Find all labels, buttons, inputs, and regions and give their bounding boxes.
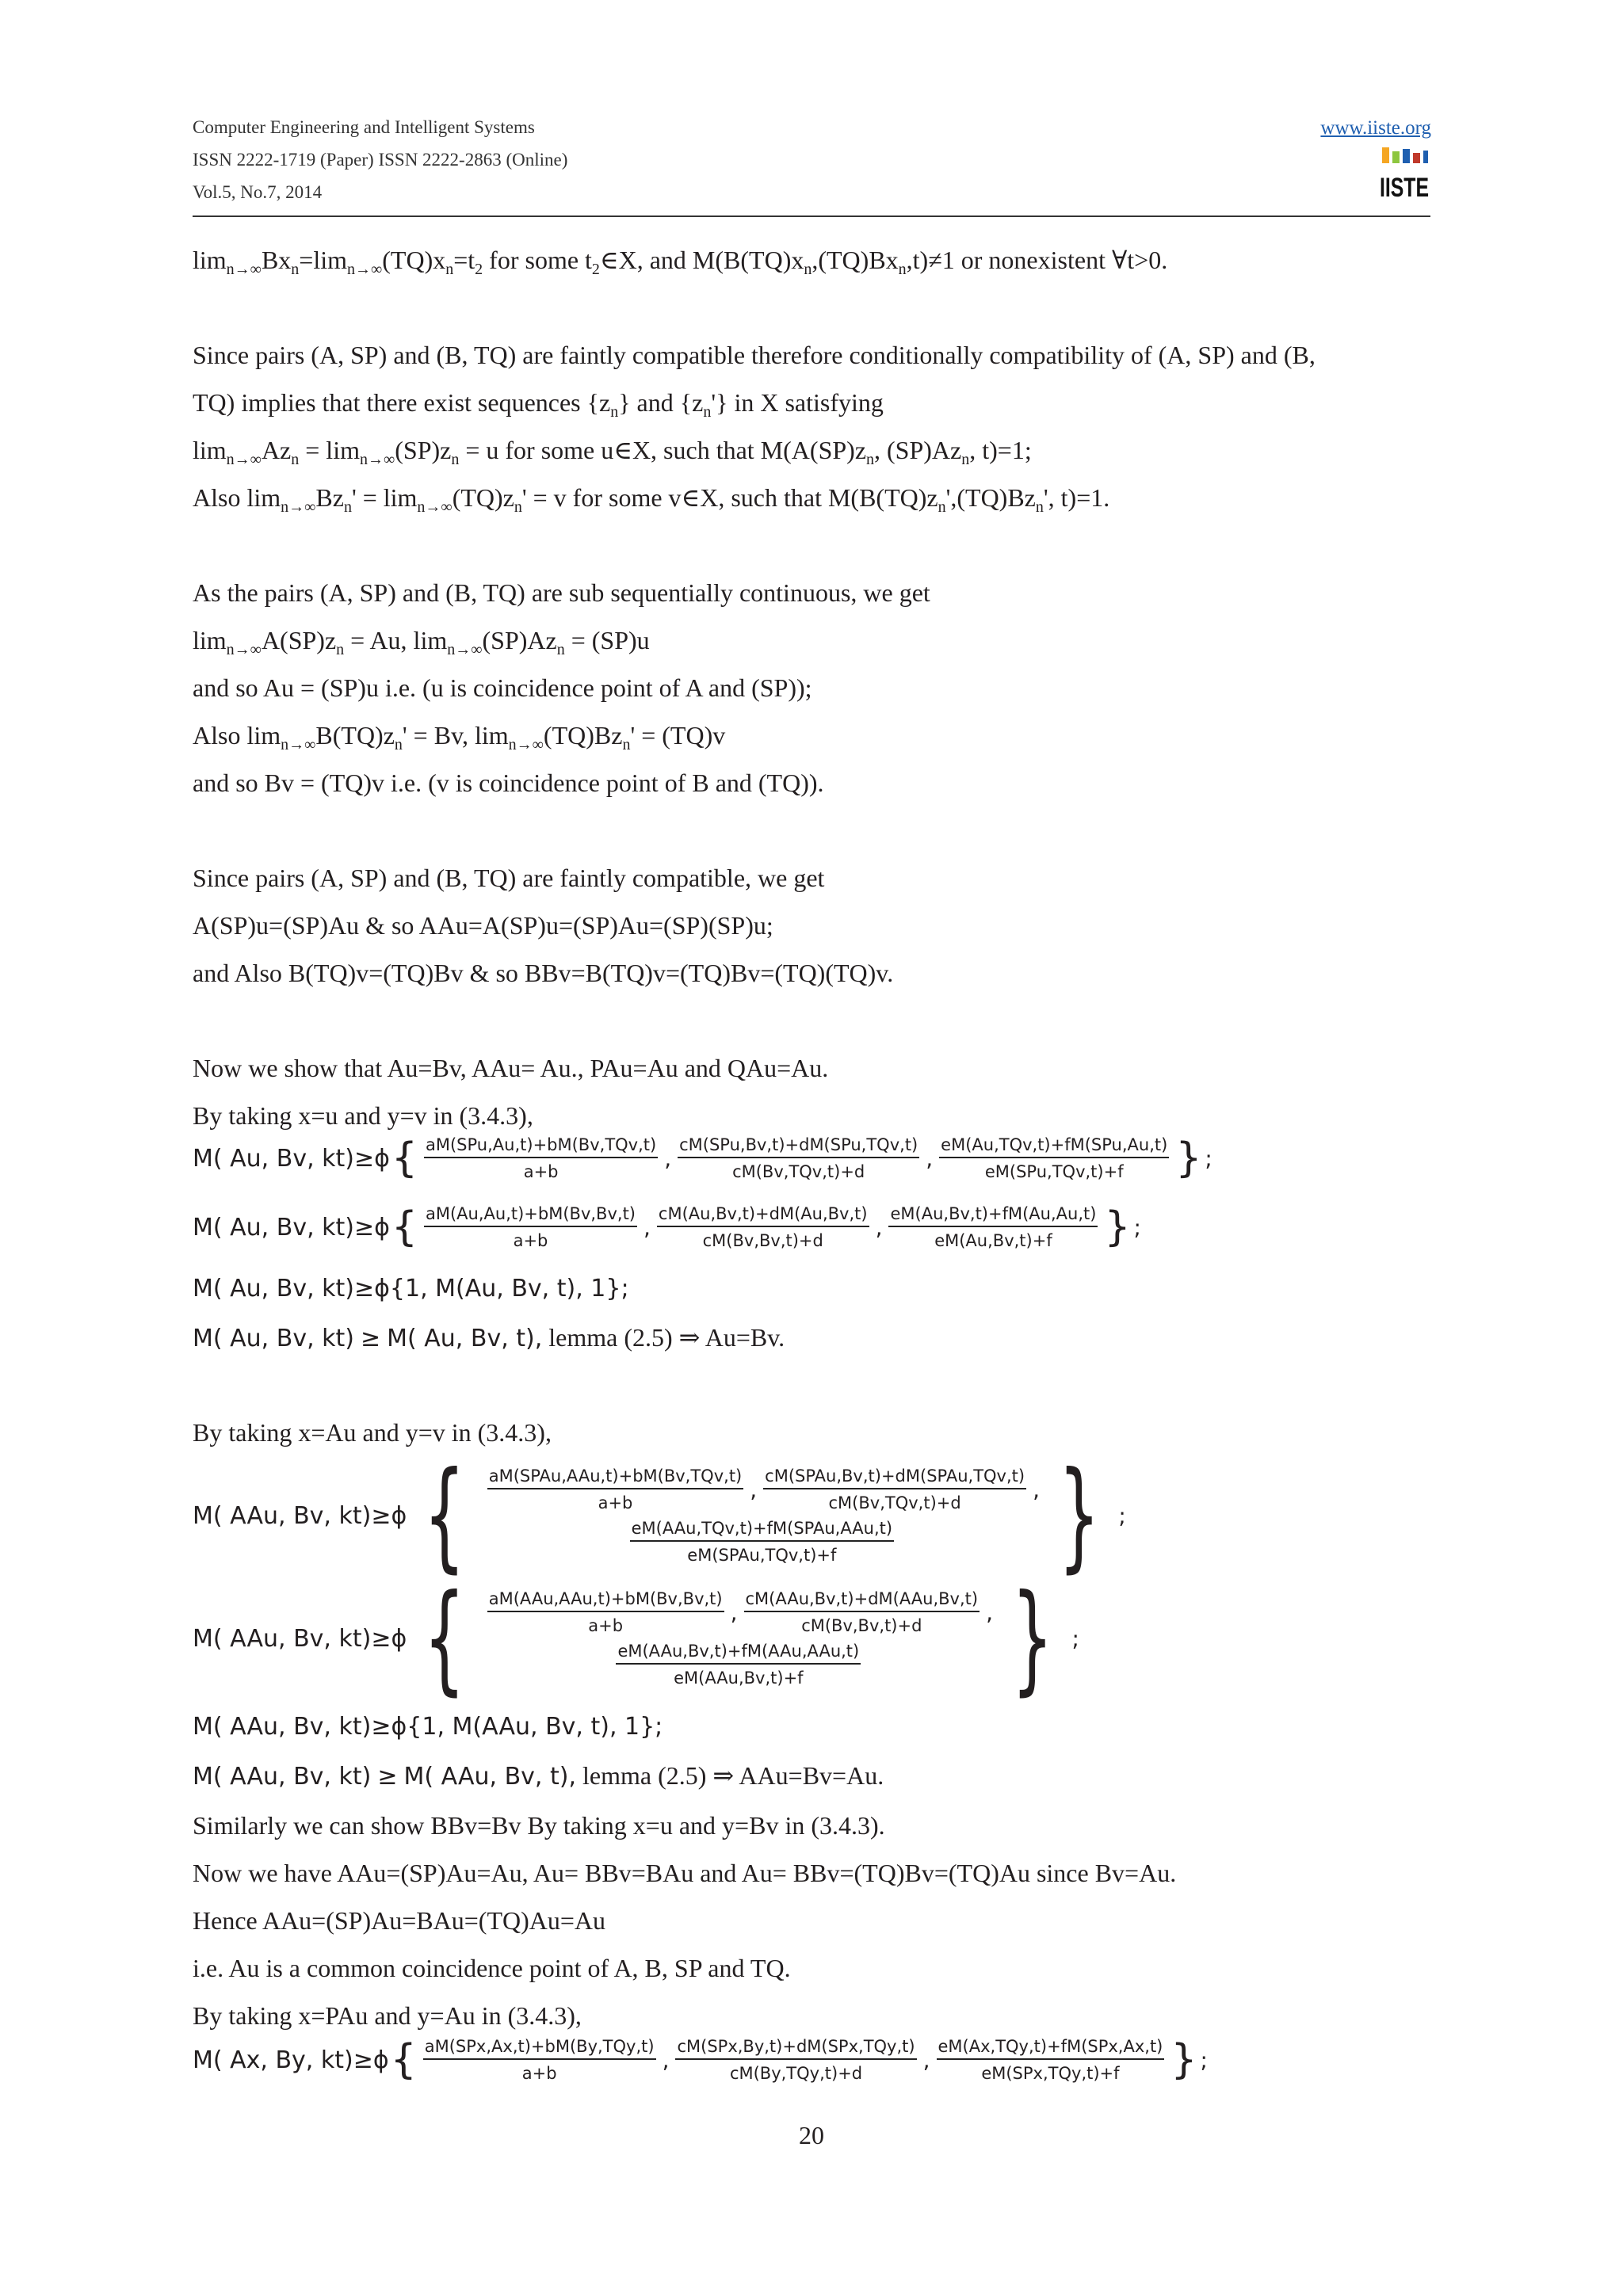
header-rule [193,215,1430,217]
equation-6: M( AAu, Bv, kt)≥ϕ { $\frac{\text{aM(AAu,AAu,t)+bM(Bv,Bv,t)}}{a+b}$ , $\frac{\text{cM(AAu,Bv,t)+dM(AAu,Bv,t)}}{cM(Bv,Bv,t)+d}$ , $\frac{\text{eM(AAu,Bv,t)+fM(AAu,AAu,t)}}{\text{eM(AAu,Bv,t)+f}}$ } ; [193,1569,1079,1707]
text-line-bv: Also $\lim_{n\to\infty}B(TQ)z_n' = Bv$, $\lim_{n\to\infty}(TQ)Bz_n' = (TQ)v$ [193,721,726,753]
text-line-take3: By taking x=PAu and y=Au in (3.4.3), [193,2001,582,2030]
text-line-take1: By taking x=u and y=v in (3.4.3), [193,1101,533,1130]
text-line-take2: By taking x=Au and y=v in (3.4.3), [193,1418,552,1447]
text-line-u: $\lim_{n\to\infty}Az_n = \lim_{n\to\infty}(SP)z_n = u$ for some u∈X, such that $M(A(SP)z_n$, $(SP)Az_n$, t)=1; [193,436,1032,468]
journal-url-link[interactable]: www.iiste.org [1320,117,1431,139]
equation-5: M( AAu, Bv, kt)≥ϕ { $\frac{\text{aM(SPAu,AAu,t)+bM(Bv,TQv,t)}}{a+b}$ , $\frac{\text{cM(SPAu,Bv,t)+dM(SPAu,TQv,t)}}{\text{cM(Bv,TQv,t)+d}}$ , $\frac{\text{eM(AAu,TQv,t)+fM(SPAu,AAu,t)}}{\text{eM(SPAu,TQv,t)+f}}$ } ; [193,1447,1126,1585]
para-sub-continuous: As the pairs (A, SP) and (B, TQ) are sub sequentially continuous, we get [193,578,930,607]
text-line-limit: $\lim_{n\to\infty}Bx_n=\lim_{n\to\infty}(TQ)x_n=t_2$ for some $t_2\in X$, and $M(B(TQ)x_n,(TQ)Bx_n,t)\ne 1$ or nonexistent ∀t>0. [193,246,1168,278]
para-faintly: Since pairs (A, SP) and (B, TQ) are faintly compatible therefore conditionally compatibility of (A, SP) and (B, [193,341,1316,369]
equation-1: M( Au, Bv, kt)≥ϕ { $\frac{\text{aM(SPu,Au,t)+bM(Bv,TQv,t)}}{a+b}$ , $\frac{\text{cM(SPu,Bv,t)+dM(SPu,TQv,t)}}{\text{cM(Bv,TQv,t)+d}}$ , $\frac{\text{eM(Au,TQv,t)+fM(SPu,Au,t)}}{\text{eM(SPu,TQv,t)+f}}$ } ; [193,1135,1212,1182]
equation-2: M( Au, Bv, kt)≥ϕ { $\frac{aM(Au,Au,t)+bM(Bv,Bv,t)}{a+b}$ , $\frac{cM(Au,Bv,t)+dM(Au,Bv,t)}{cM(Bv,Bv,t)+d}$ , $\frac{eM(Au,Bv,t)+fM(Au,Au,t)}{eM(Au,Bv,t)+f}$ } ; [193,1203,1141,1251]
text-line-ie: i.e. Au is a common coincidence point of A, B, SP and TQ. [193,1954,791,1982]
equation-7: M( AAu, Bv, kt)≥ϕ{1, M(AAu, Bv, t), 1}; [193,1713,663,1741]
para-faintly-cont: TQ) implies that there exist sequences $\{z_n\}$ and $\{z_n'\}$ in X satisfying [193,388,884,421]
text-line-au: $\lim_{n\to\infty}A(SP)z_n = Au$, $\lim_{n\to\infty}(SP)Az_n = (SP)u$ [193,626,650,658]
text-line-nowhave: Now we have AAu=(SP)Au=Au, Au= BBv=BAu and Au= BBv=(TQ)Bv=(TQ)Au since Bv=Au. [193,1859,1177,1887]
equation-4: M( Au, Bv, kt) ≥ M( Au, Bv, t), lemma (2.5) ⇒ Au=Bv. [193,1323,785,1352]
text-line-show: Now we show that Au=Bv, AAu= Au., PAu=Au and QAu=Au. [193,1054,829,1082]
svg-text:IISTE: IISTE [1380,173,1429,203]
equation-3: M( Au, Bv, kt)≥ϕ{1, M(Au, Bv, t), 1}; [193,1275,629,1302]
text-line-au-coincidence: and so Au = (SP)u i.e. (u is coincidence point of A and (SP)); [193,673,812,702]
equation-8: M( AAu, Bv, kt) ≥ M( AAu, Bv, t), lemma (2.5) ⇒ AAu=Bv=Au. [193,1761,884,1791]
text-line-bv-coincidence: and so Bv = (TQ)v i.e. (v is coincidence point of B and (TQ)). [193,769,824,797]
issn-line: ISSN 2222-1719 (Paper) ISSN 2222-2863 (Online) [193,150,568,170]
para-faintly-2: Since pairs (A, SP) and (B, TQ) are faintly compatible, we get [193,864,825,892]
journal-title: Computer Engineering and Intelligent Systems [193,117,535,137]
text-line-aau: A(SP)u=(SP)Au & so AAu=A(SP)u=(SP)Au=(SP)(SP)u; [193,911,773,940]
equation-9: M( Ax, By, kt)≥ϕ { $\frac{\text{aM(SPx,Ax,t)+bM(By,TQy,t)}}{a+b}$ , $\frac{\text{cM(SPx,By,t)+dM(SPx,TQy,t)}}{\text{cM(By,TQy,t)+d}}$ , $\frac{\text{eM(Ax,TQy,t)+fM(SPx,Ax,t)}}{\text{eM(SPx,TQy,t)+f}}$ } ; [193,2036,1208,2084]
text-line-hence: Hence AAu=(SP)Au=BAu=(TQ)Au=Au [193,1906,606,1935]
text-line-bbv: and Also B(TQ)v=(TQ)Bv & so BBv=B(TQ)v=(TQ)Bv=(TQ)(TQ)v. [193,959,894,987]
volume-line: Vol.5, No.7, 2014 [193,182,323,202]
text-line-similarly: Similarly we can show BBv=Bv By taking x=u and y=Bv in (3.4.3). [193,1811,885,1840]
text-line-v: Also $\lim_{n\to\infty}Bz_n' = \lim_{n\to\infty}(TQ)z_n' = v$ for some v∈X, such that $M(B(TQ)z_n',(TQ)Bz_n'$, t)=1. [193,483,1110,516]
page-number: 20 [799,2121,824,2149]
iiste-logo [1379,147,1430,203]
